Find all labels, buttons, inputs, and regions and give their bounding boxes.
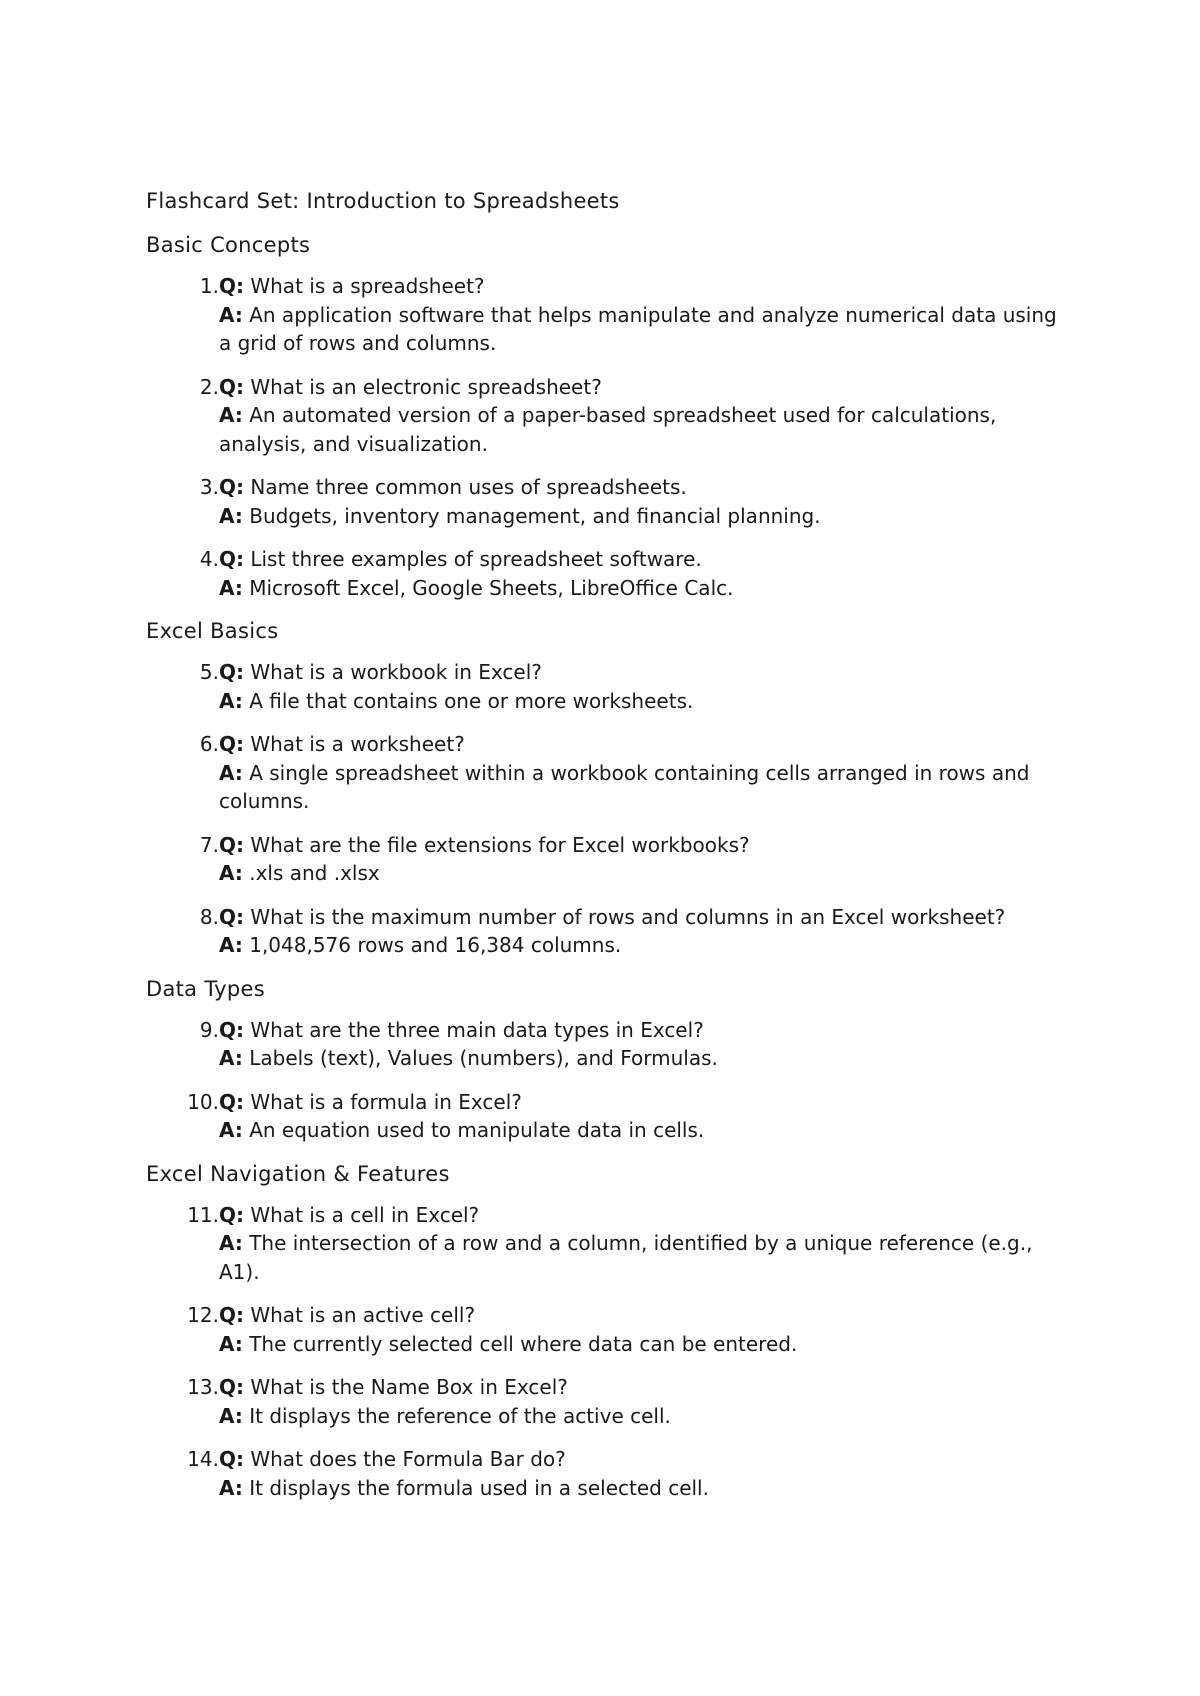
flashcard-number-cell (146, 545, 219, 602)
flashcard-number: 5. (199, 660, 219, 684)
flashcard-content (219, 545, 1066, 602)
answer-line (219, 931, 1066, 960)
answer-label: A: (219, 1118, 243, 1142)
flashcard-number-cell (146, 903, 219, 960)
answer-line (219, 1330, 1066, 1359)
question-text: What is a worksheet? (250, 732, 465, 756)
flashcard-item (146, 545, 1066, 602)
question-label: Q: (219, 374, 244, 399)
flashcard-content (219, 272, 1066, 358)
answer-line (219, 859, 1066, 888)
flashcard-number-cell (146, 373, 219, 459)
answer-text: It displays the formula used in a selected cell. (249, 1475, 709, 1500)
question-line (219, 473, 1066, 502)
flashcard-number: 4. (199, 547, 219, 571)
flashcard-item (146, 373, 1066, 459)
flashcard-number: 11. (187, 1202, 219, 1227)
question-label: Q: (219, 660, 244, 684)
answer-label: A: (219, 933, 243, 957)
question-line (219, 1016, 1066, 1045)
section-title: Excel Basics (146, 619, 279, 643)
flashcard-content (219, 373, 1066, 459)
answer-label: A: (219, 1231, 243, 1255)
question-line (219, 831, 1066, 860)
sections-container (146, 230, 1066, 1502)
section-title: Excel Navigation & Features (146, 1161, 450, 1186)
question-text: What is the Name Box in Excel? (250, 1375, 568, 1399)
flashcard-number: 2. (199, 374, 219, 399)
flashcard-number-cell (146, 1301, 219, 1358)
question-line (219, 658, 1066, 687)
flashcard-content (219, 903, 1066, 960)
flashcard-item (146, 1201, 1066, 1287)
question-text: What are the three main data types in Excel? (250, 1017, 704, 1042)
question-label: Q: (219, 547, 244, 571)
flashcard-number-cell (146, 1088, 219, 1145)
flashcard-number: 1. (199, 274, 219, 298)
answer-text: Microsoft Excel, Google Sheets, LibreOffice Calc. (249, 575, 734, 600)
question-text: Name three common uses of spreadsheets. (250, 475, 687, 499)
question-label: Q: (219, 904, 244, 929)
flashcard-number-cell (146, 1445, 219, 1502)
question-line (219, 545, 1066, 574)
flashcard-number-cell (146, 730, 219, 816)
flashcard-number: 12. (187, 1303, 219, 1327)
flashcard-item (146, 1445, 1066, 1502)
answer-line (219, 1402, 1066, 1431)
flashcard-item (146, 1373, 1066, 1430)
flashcard-content (219, 1201, 1066, 1287)
flashcard-content (219, 1445, 1066, 1502)
question-text: What are the file extensions for Excel workbooks? (250, 832, 750, 857)
question-label: Q: (219, 1447, 244, 1471)
question-line (219, 373, 1066, 402)
flashcard-item (146, 903, 1066, 960)
answer-label: A: (219, 1403, 243, 1428)
flashcard-number-cell (146, 831, 219, 888)
question-text: What is a cell in Excel? (250, 1202, 480, 1227)
flashcard-item (146, 272, 1066, 358)
answer-text: 1,048,576 rows and 16,384 columns. (249, 933, 622, 957)
flashcard-content (219, 1301, 1066, 1358)
answer-line (219, 1116, 1066, 1145)
question-text: What is a workbook in Excel? (250, 660, 542, 684)
flashcard-item (146, 1088, 1066, 1145)
section-title: Basic Concepts (146, 233, 311, 257)
flashcard-list (146, 272, 1066, 602)
question-text: What is a spreadsheet? (250, 274, 485, 298)
flashcard-number: 10. (187, 1089, 219, 1114)
flashcard-number-cell (146, 1016, 219, 1073)
flashcard-list (146, 1201, 1066, 1503)
question-text: What does the Formula Bar do? (250, 1447, 566, 1471)
answer-line (219, 301, 1066, 358)
flashcard-item (146, 1301, 1066, 1358)
answer-label: A: (219, 1331, 243, 1356)
question-text: What is the maximum number of rows and columns in an Excel worksheet? (250, 904, 1006, 929)
flashcard-number-cell (146, 272, 219, 358)
question-label: Q: (219, 1303, 244, 1327)
answer-line (219, 502, 1066, 531)
answer-label: A: (219, 760, 243, 785)
answer-text: It displays the reference of the active cell. (249, 1403, 671, 1428)
question-line (219, 1201, 1066, 1230)
answer-text: Budgets, inventory management, and financial planning. (249, 503, 821, 528)
answer-line (219, 687, 1066, 716)
answer-label: A: (219, 1046, 243, 1070)
flashcard-item (146, 730, 1066, 816)
question-label: Q: (219, 1375, 244, 1399)
question-text: What is an electronic spreadsheet? (250, 374, 602, 399)
document-title: Flashcard Set: Introduction to Spreadsheets (146, 189, 620, 213)
flashcard-number: 7. (199, 832, 219, 857)
answer-label: A: (219, 575, 243, 600)
flashcard-number: 9. (199, 1017, 219, 1042)
flashcard-item (146, 473, 1066, 530)
answer-line (219, 759, 1066, 816)
flashcard-number-cell (146, 1373, 219, 1430)
answer-text: .xls and .xlsx (249, 861, 380, 885)
question-line (219, 1088, 1066, 1117)
answer-label: A: (219, 1475, 243, 1500)
answer-text: An equation used to manipulate data in cells. (249, 1118, 705, 1142)
answer-line (219, 401, 1066, 458)
question-line (219, 1373, 1066, 1402)
flashcard-list (146, 1016, 1066, 1145)
question-text: What is a formula in Excel? (250, 1089, 522, 1114)
flashcard-item (146, 658, 1066, 715)
question-label: Q: (219, 274, 244, 298)
question-label: Q: (219, 1202, 244, 1227)
flashcard-number-cell (146, 473, 219, 530)
question-label: Q: (219, 475, 244, 499)
answer-line (219, 574, 1066, 603)
answer-text: The currently selected cell where data can be entered. (249, 1331, 798, 1356)
question-label: Q: (219, 732, 244, 756)
answer-label: A: (219, 688, 243, 713)
flashcard-content (219, 831, 1066, 888)
flashcard-number: 6. (199, 732, 219, 756)
flashcard-content (219, 1016, 1066, 1073)
answer-text: An application software that helps manipulate and analyze numerical data using a grid of rows and columns. (219, 302, 1057, 355)
answer-text: Labels (text), Values (numbers), and Formulas. (249, 1046, 718, 1070)
flashcard-number: 13. (187, 1375, 219, 1399)
document-page (146, 186, 1066, 1502)
answer-label: A: (219, 302, 243, 327)
flashcard-number: 14. (187, 1447, 219, 1471)
question-label: Q: (219, 1017, 244, 1042)
flashcard-content (219, 658, 1066, 715)
answer-text: A single spreadsheet within a workbook containing cells arranged in rows and columns. (219, 760, 1030, 813)
flashcard-list (146, 658, 1066, 960)
question-line (219, 1301, 1066, 1330)
question-line (219, 903, 1066, 932)
flashcard-number: 3. (199, 475, 219, 499)
flashcard-item (146, 831, 1066, 888)
answer-line (219, 1229, 1066, 1286)
answer-line (219, 1044, 1066, 1073)
answer-text: A file that contains one or more worksheets. (249, 688, 694, 713)
question-line (219, 730, 1066, 759)
answer-label: A: (219, 403, 243, 427)
flashcard-content (219, 730, 1066, 816)
answer-text: The intersection of a row and a column, identified by a unique reference (e.g., A1). (219, 1231, 1033, 1284)
flashcard-number-cell (146, 658, 219, 715)
flashcard-number-cell (146, 1201, 219, 1287)
question-label: Q: (219, 1089, 244, 1114)
question-text: List three examples of spreadsheet software. (250, 547, 702, 571)
answer-label: A: (219, 861, 243, 885)
question-label: Q: (219, 832, 244, 857)
question-line (219, 272, 1066, 301)
flashcard-content (219, 473, 1066, 530)
answer-text: An automated version of a paper-based spreadsheet used for calculations, analysis, and visualization. (219, 403, 997, 456)
question-text: What is an active cell? (250, 1303, 476, 1327)
flashcard-number: 8. (199, 904, 219, 929)
flashcard-content (219, 1088, 1066, 1145)
flashcard-item (146, 1016, 1066, 1073)
question-line (219, 1445, 1066, 1474)
answer-line (219, 1474, 1066, 1503)
answer-label: A: (219, 503, 243, 528)
flashcard-content (219, 1373, 1066, 1430)
section-title: Data Types (146, 976, 265, 1001)
